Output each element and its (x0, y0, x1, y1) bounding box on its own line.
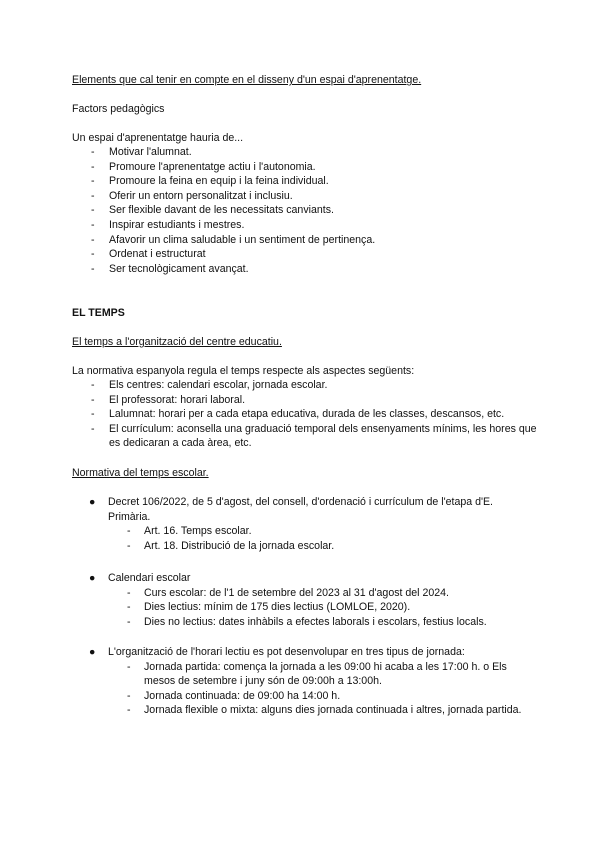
list-item: - Jornada continuada: de 09:00 ha 14:00 h. (72, 689, 538, 704)
list-item: - Inspirar estudiants i mestres. (72, 218, 542, 233)
list-item: - Ordenat i estructurat (72, 247, 542, 262)
section-title: EL TEMPS (72, 307, 125, 319)
espai-list (72, 145, 542, 276)
list-item: - Oferir un entorn personalitzat i inclusiu. (72, 189, 542, 204)
bullet-item (72, 495, 532, 524)
factors-title: Factors pedagògics (72, 103, 165, 115)
bullet-text: Calendari escolar (108, 572, 191, 584)
sub-list (72, 660, 538, 718)
list-item: - Afavorir un clima saludable i un sentiment de pertinença. (72, 233, 542, 248)
bullet-dot-icon: ● (89, 646, 96, 658)
espai-intro: Un espai d'aprenentatge hauria de... (72, 132, 244, 144)
bullet-calendari (72, 571, 542, 629)
bullet-decret (72, 495, 532, 553)
bullet-dot-icon: ● (89, 572, 96, 584)
temps-org-heading: El temps a l'organització del centre educatiu. (72, 336, 282, 348)
list-item: - Promoure l'aprenentatge actiu i l'autonomia. (72, 160, 542, 175)
list-item: - Els centres: calendari escolar, jornada escolar. (72, 378, 542, 393)
normativa-intro: La normativa espanyola regula el temps respecte als aspectes següents: (72, 365, 415, 377)
list-item: - Dies no lectius: dates inhàbils a efectes laborals i escolars, festius locals. (72, 615, 542, 630)
list-item: - Curs escolar: de l'1 de setembre del 2023 al 31 d'agost del 2024. (72, 586, 542, 601)
list-item: - Art. 18. Distribució de la jornada escolar. (72, 539, 532, 554)
sub-list (72, 586, 542, 630)
list-item: - El currículum: aconsella una graduació temporal dels ensenyaments mínims, les hores que es dedicaran a cada àrea, etc. (72, 422, 542, 451)
list-item: - Ser flexible davant de les necessitats canviants. (72, 203, 542, 218)
sub-list (72, 524, 532, 553)
bullet-text: L'organització de l'horari lectiu es pot desenvolupar en tres tipus de jornada: (108, 646, 465, 658)
bullet-item (72, 571, 542, 586)
list-item: - Promoure la feina en equip i la feina individual. (72, 174, 542, 189)
normativa-temps-heading: Normativa del temps escolar. (72, 467, 209, 479)
normativa-list (72, 378, 542, 451)
list-item: - Motivar l'alumnat. (72, 145, 542, 160)
heading-elements: Elements que cal tenir en compte en el disseny d'un espai d'aprenentatge. (72, 74, 422, 86)
list-item: - Art. 16. Temps escolar. (72, 524, 532, 539)
bullet-organitzacio (72, 645, 538, 718)
list-item: - Lalumnat: horari per a cada etapa educativa, durada de les classes, descansos, etc. (72, 407, 542, 422)
list-item: - Ser tecnològicament avançat. (72, 262, 542, 277)
bullet-dot-icon: ● (89, 496, 96, 508)
bullet-text: Decret 106/2022, de 5 d'agost, del consell, d'ordenació i currículum de l'etapa d'E. Primària. (108, 496, 493, 523)
list-item: - El professorat: horari laboral. (72, 393, 542, 408)
list-item: - Jornada flexible o mixta: alguns dies jornada continuada i altres, jornada partida. (72, 703, 538, 718)
list-item: - Jornada partida: comença la jornada a les 09:00 hi acaba a les 17:00 h. o Els mesos de setembre i juny són de 09:00h a 13:00h. (72, 660, 538, 689)
list-item: - Dies lectius: mínim de 175 dies lectius (LOMLOE, 2020). (72, 600, 542, 615)
bullet-item (72, 645, 538, 660)
